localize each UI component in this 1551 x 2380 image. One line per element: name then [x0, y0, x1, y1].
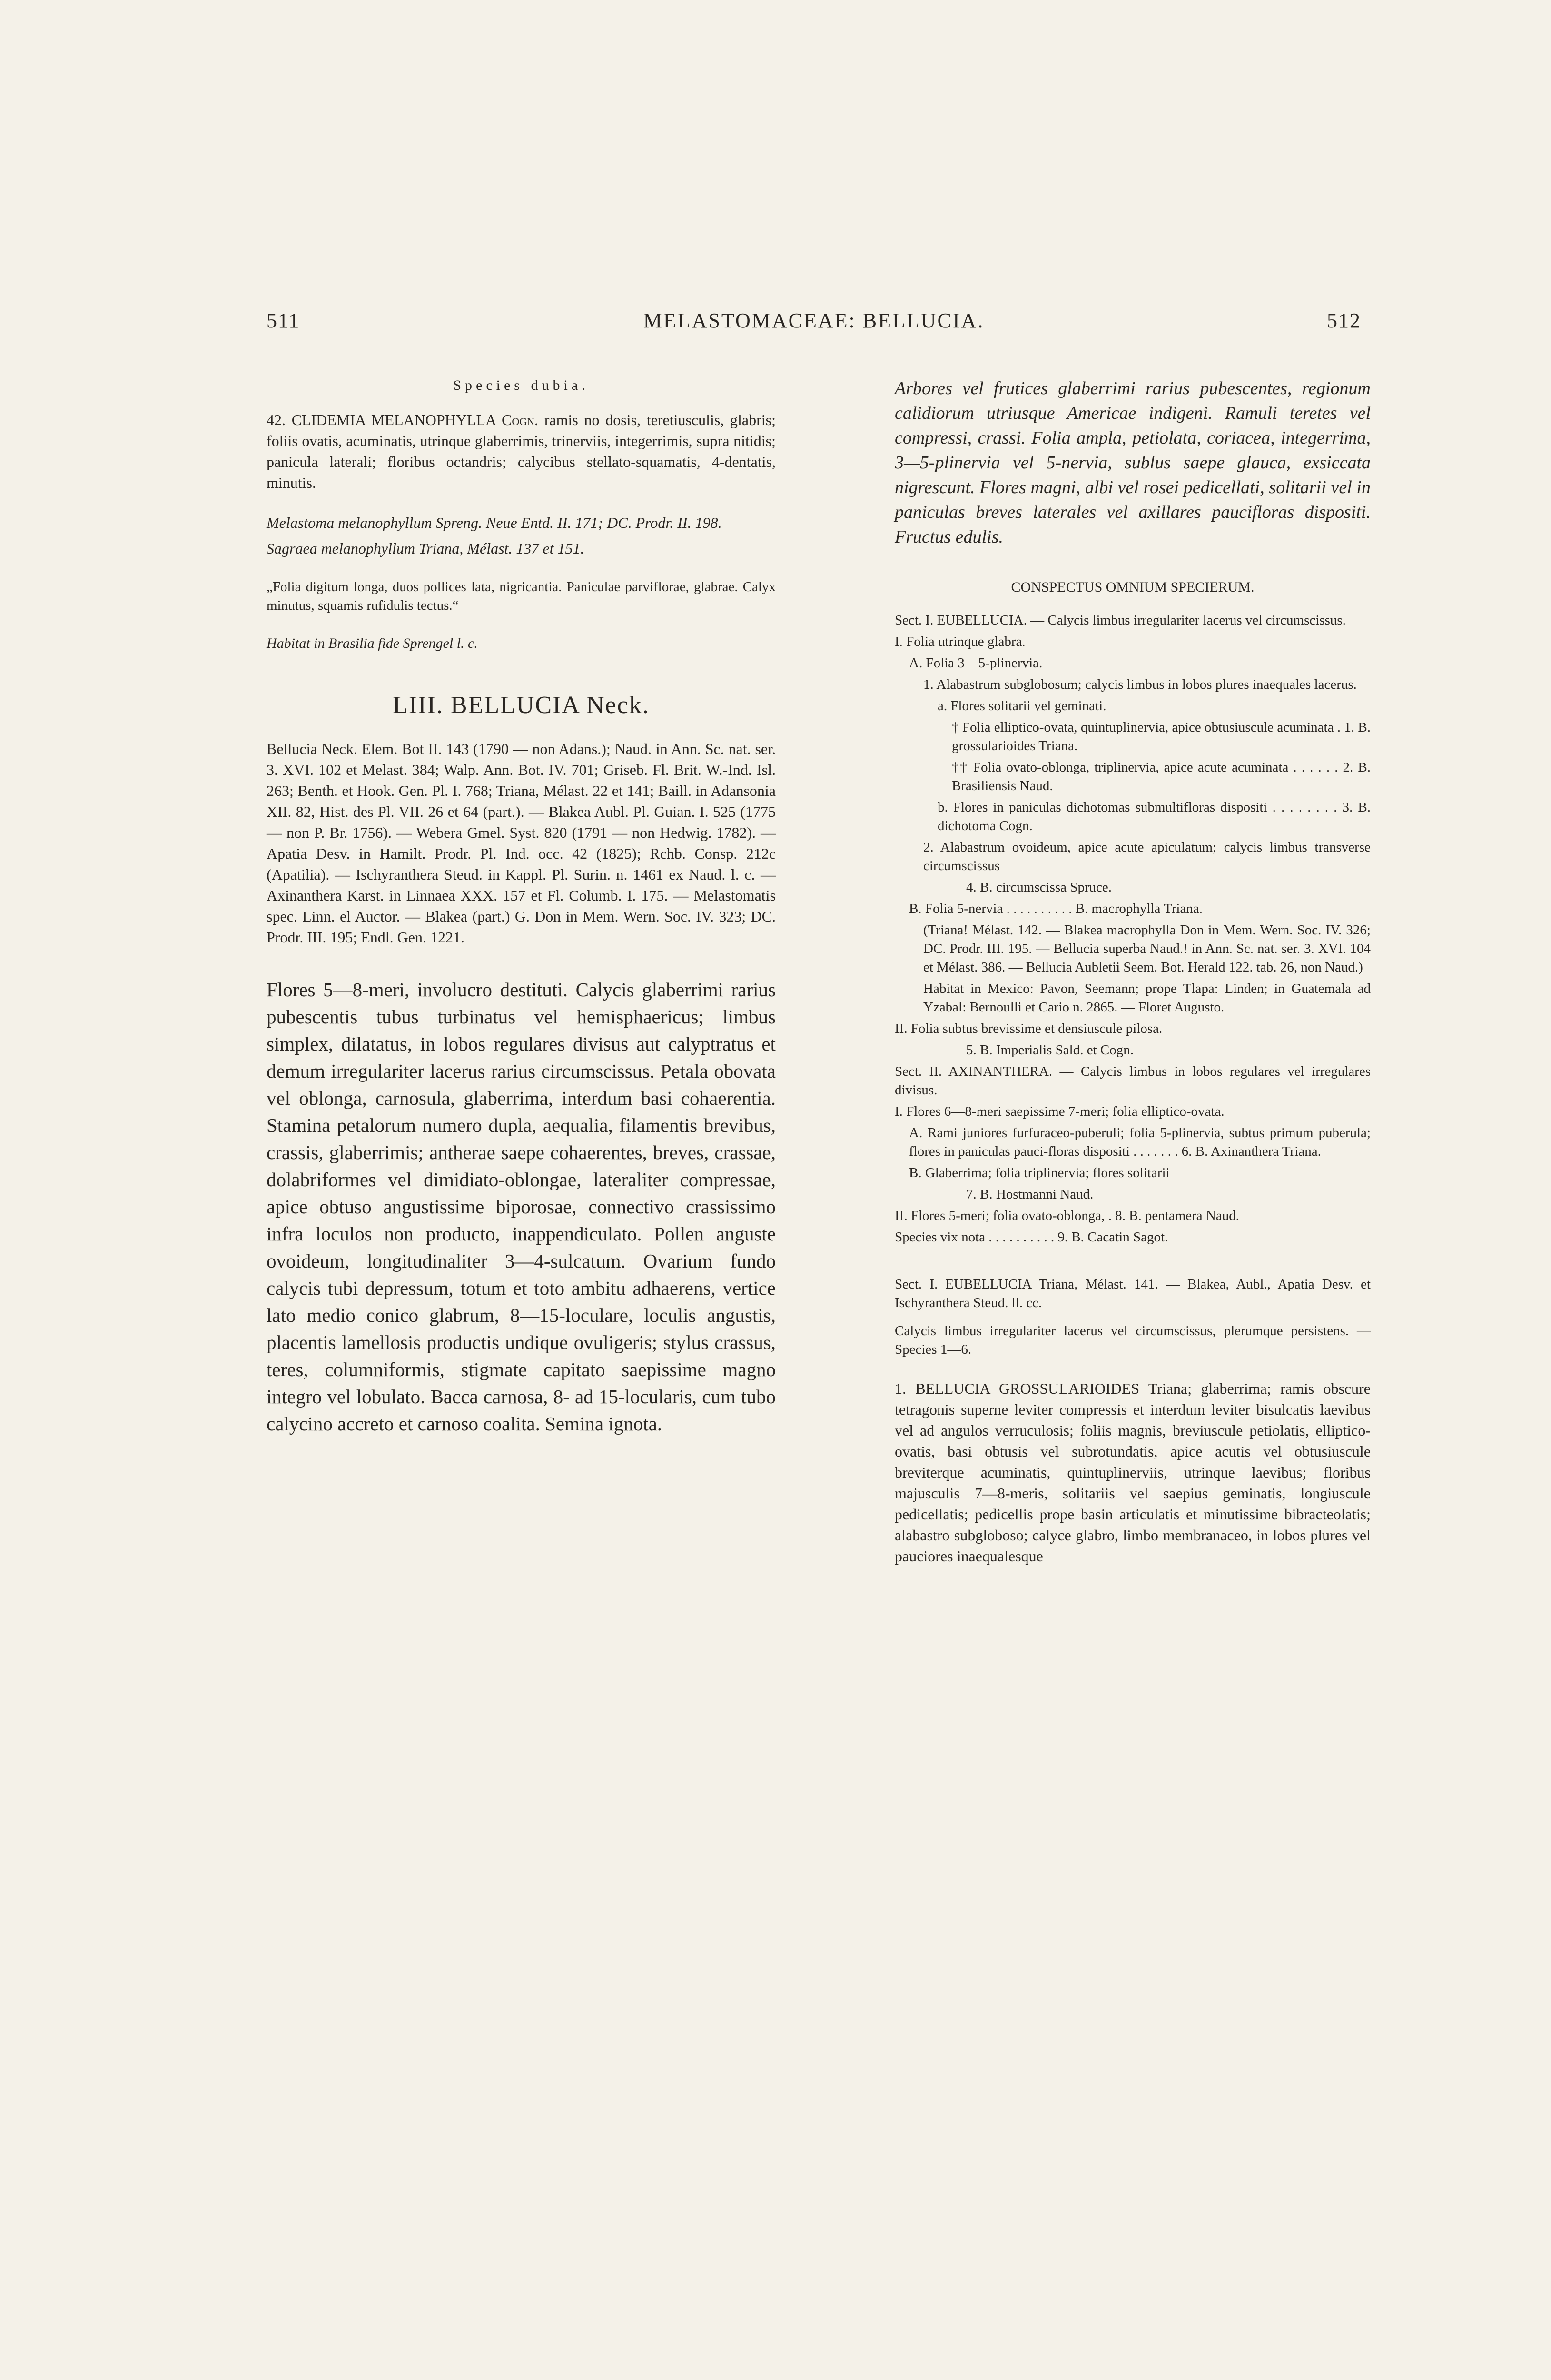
running-title: MELASTOMACEAE: BELLUCIA. [643, 309, 985, 332]
page-number-left: 511 [267, 309, 300, 332]
key-line: 1. Alabastrum subglobosum; calycis limbus in lobos plures inaequales lacerus. [923, 677, 1357, 692]
clidemia-quote: „Folia digitum longa, duos pollices lata, nigricantia. Paniculae parviflorae, glabrae. Calyx minutus, squamis rufidulis tectus.“ [267, 579, 776, 613]
key-line: A. Folia 3—5-plinervia. [909, 655, 1043, 671]
key-line: 2. Alabastrum ovoideum, apice acute apiculatum; calycis limbus transverse circumscissus [923, 840, 1371, 873]
genus-title: LIII. BELLUCIA Neck. [393, 692, 650, 719]
clidemia-synonym-1: Melastoma melanophyllum Spreng. Neue Entd. II. 171; DC. Prodr. II. 198. [267, 514, 722, 531]
key-line: Sect. II. AXINANTHERA. — Calycis limbus in lobos regulares vel irregulares divisus. [895, 1064, 1371, 1098]
clidemia-description: ramis no dosis, teretiusculis, glabris; foliis ovatis, acuminatis, utrinque glaberrimis, trinerviis, integerrimis, supra nitidis; panicula laterali; floribus octandris; calycibus stellato-squamatis, 4-dentatis, minutis. [267, 411, 776, 491]
key-line: 7. B. Hostmanni Naud. [966, 1187, 1094, 1202]
key-line: I. Flores 6—8-meri saepissime 7-meri; folia elliptico-ovata. [895, 1104, 1225, 1119]
key-line: B. Folia 5-nervia . . . . . . . . . . B. macrophylla Triana. [909, 901, 1203, 916]
key-line: a. Flores solitarii vel geminati. [938, 698, 1106, 714]
clidemia-species-name: 42. CLIDEMIA MELANOPHYLLA Cogn. [267, 411, 539, 428]
genus-habit: Arbores vel frutices glaberrimi rarius pubescentes, regionum calidiorum utriusque Americae indigeni. Ramuli teretes vel compressi, crassi. Folia ampla, petiolata, coriacea, integerrima, 3—5-plinervia vel 5-nervia, sublus saepe glauca, exsiccata nigrescunt. Flores magni, albi vel rosei pedicellati, solitarii vel in paniculas breves laterales vel axillares paucifloras dispositi. Fructus edulis. [895, 378, 1371, 547]
key-line: B. Glaberrima; folia triplinervia; flores solitarii [909, 1165, 1170, 1180]
key-line: I. Folia utrinque glabra. [895, 634, 1026, 649]
key-line: II. Flores 5-meri; folia ovato-oblonga, . 8. B. pentamera Naud. [895, 1208, 1239, 1223]
section-heading: Sect. I. EUBELLUCIA Triana, Mélast. 141. — Blakea, Aubl., Apatia Desv. et Ischyranthera Steud. ll. cc. [895, 1277, 1371, 1310]
key-line: Species vix nota . . . . . . . . . . 9. B. Cacatin Sagot. [895, 1230, 1168, 1245]
page-header [267, 308, 1361, 347]
right-column [895, 376, 1371, 1567]
clidemia-synonym-2: Sagraea melanophyllum Triana, Mélast. 137 et 151. [267, 540, 584, 557]
clidemia-entry [267, 409, 776, 493]
species-1-description: 1. BELLUCIA GROSSULARIOIDES Triana; glaberrima; ramis obscure tetragonis superne leviter compressis et interdum leviter bisulcatis laevibus vel ad angulos verruculosis; foliis magnis, breviuscule petiolatis, elliptico-ovatis, basi obtusis vel subrotundatis, apice acutis vel obtusiuscule breviterque acuminatis, quintuplinerviis, utrinque laevibus; floribus majusculis 7—8-meris, solitariis vel saepius geminatis, longiuscule pedicellatis; pedicellis prope basin articulatis et minutissime bibracteolatis; alabastro subgloboso; calyce glabro, limbo membranaceo, in lobos plures vel pauciores inaequalesque [895, 1380, 1371, 1565]
species-dubia-heading: Species dubia. [453, 377, 589, 393]
key-line: 4. B. circumscissa Spruce. [966, 880, 1112, 895]
key-line: (Triana! Mélast. 142. — Blakea macrophylla Don in Mem. Wern. Soc. IV. 326; DC. Prodr. III. 195. — Bellucia superba Naud.! in Ann. Sc. nat. ser. 3. XVI. 104 et Mélast. 386. — Bellucia Aubletii Seem. Bot. Herald 122. tab. 26, non Naud.) [923, 922, 1371, 975]
clidemia-habitat: Habitat in Brasilia fide Sprengel l. c. [267, 635, 478, 651]
section-description: Calycis limbus irregulariter lacerus vel circumscissus, plerumque persistens. — Species 1—6. [895, 1323, 1371, 1357]
key-line: II. Folia subtus brevissime et densiuscule pilosa. [895, 1021, 1163, 1036]
left-column [267, 376, 776, 1438]
genus-synonymy: Bellucia Neck. Elem. Bot II. 143 (1790 — non Adans.); Naud. in Ann. Sc. nat. ser. 3. XVI. 102 et Melast. 384; Walp. Ann. Bot. IV. 701; Griseb. Fl. Brit. W.-Ind. Isl. 263; Benth. et Hook. Gen. Pl. I. 768; Triana, Mélast. 22 et 141; Baill. in Adansonia XII. 82, Hist. des Pl. VII. 26 et 64 (part.). — Blakea Aubl. Pl. Guian. I. 525 (1775 — non P. Br. 1756). — Webera Gmel. Syst. 820 (1791 — non Hedwig. 1782). — Apatia Desv. in Hamilt. Prodr. Pl. Ind. occ. 42 (1825); Rchb. Consp. 212c (Apatilia). — Ischyranthera Steud. in Kappl. Pl. Surin. n. 1461 ex Naud. l. c. — Axinanthera Karst. in Linnaea XXX. 157 et Fl. Columb. I. 175. — Melastomatis spec. Linn. el Auctor. — Blakea (part.) G. Don in Mem. Wern. Soc. IV. 323; DC. Prodr. III. 195; Endl. Gen. 1221. [267, 740, 776, 946]
genus-description: Flores 5—8-meri, involucro destituti. Calycis glaberrimi rarius pubescentis tubus turbinatus vel hemisphaericus; limbus simplex, dilatatus, in lobos regulares divisus aut calyptratus et demum irregulariter lacerus rarius circumscissus. Petala obovata vel oblonga, carnosula, glaberrima, interdum basi cohaerentia. Stamina petalorum numero dupla, aequalia, filamentis brevibus, crassis, glaberrimis; antherae saepe cohaerentes, breves, crassae, dolabriformes vel dimidiato-oblongae, lateraliter compressae, apice obtuso angustissime biporosae, connectivo crassissimo infra loculos non producto, inappendiculato. Pollen anguste ovoideum, longitudinaliter 3—4-sulcatum. Ovarium fundo calycis tubi depressum, totum et toto ambitu adhaerens, vertice lato medio conico glabrum, 8—15-loculare, loculis angustis, placentis lamellosis productis undique ovuligeris; stylus crassus, teres, columniformis, stigmate capitato saepissime magno integro vel lobulato. Bacca carnosa, 8- ad 15-locularis, cum tubo calycino accreto et carnoso coalita. Semina ignota. [267, 979, 776, 1435]
key-line: Sect. I. EUBELLUCIA. — Calycis limbus irregulariter lacerus vel circumscissus. [895, 613, 1346, 628]
key-line: † Folia elliptico-ovata, quintuplinervia, apice obtusiuscule acuminata . 1. B. grossularioides Triana. [952, 720, 1371, 754]
page-number-right: 512 [1327, 309, 1361, 332]
key-line: †† Folia ovato-oblonga, triplinervia, apice acute acuminata . . . . . . 2. B. Brasiliensis Naud. [952, 760, 1371, 793]
key-line: 5. B. Imperialis Sald. et Cogn. [966, 1042, 1134, 1058]
conspectus-title: CONSPECTUS OMNIUM SPECIERUM. [1011, 579, 1255, 595]
key-line: Habitat in Mexico: Pavon, Seemann; prope Tlapa: Linden; in Guatemala ad Yzabal: Bernoulli et Cario n. 2865. — Floret Augusto. [923, 981, 1371, 1015]
species-key [895, 611, 1371, 1247]
key-line: b. Flores in paniculas dichotomas submultifloras dispositi . . . . . . . . 3. B. dichotoma Cogn. [938, 800, 1371, 833]
key-line: A. Rami juniores furfuraceo-puberuli; folia 5-plinervia, subtus primum puberula; flores in paniculas pauci-floras dispositi . . . . . . . 6. B. Axinanthera Triana. [909, 1125, 1371, 1159]
